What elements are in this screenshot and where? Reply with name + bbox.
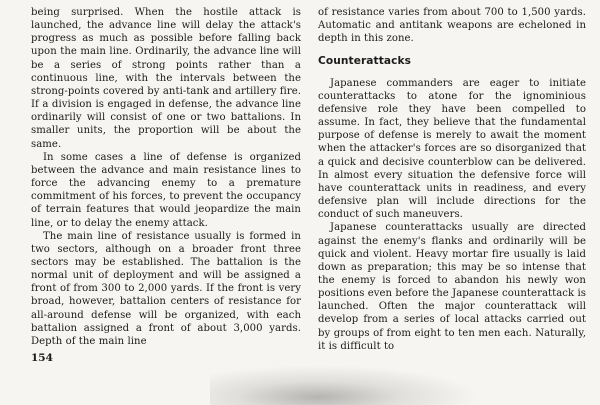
paragraph: Japanese counterattacks usually are directed against the enemy's flanks and ordinarily will be quick and violent. Heavy mortar fire usually is laid down as preparation; this may be so intense that the enemy is forced to abandon his newly won positions even before the Japanese counterattack is launched. Often the major counterattack will develop from a series of local attacks carried out by groups of from eight to ten men each. Naturally, it is difficult to xyxy=(318,222,586,352)
page-number: 154 xyxy=(31,352,53,364)
paragraph: of resistance varies from about 700 to 1,500 yards. Automatic and antitank weapons are echeloned in depth in this zone. xyxy=(318,7,586,45)
scan-shadow xyxy=(210,365,480,405)
paragraph: being surprised. When the hostile attack is launched, the advance line will delay the attack's progress as much as possible before falling back upon the main line. Ordinarily, the advance line will be a series of strong points rather than a continuous line, with the intervals between the strong-points covered by anti-tank and artillery fire. If a division is engaged in defense, the advance line ordinarily will consist of one or two battalions. In smaller units, the proportion will be about the same. xyxy=(31,7,301,150)
paragraph: Japanese commanders are eager to initiate counterattacks to atone for the ignominious defensive role they have been compelled to assume. In fact, they believe that the fundamental purpose of defense is merely to await the moment when the attacker's forces are so disorganized that a quick and decisive counterblow can be delivered. In almost every situation the defensive force will have counterattack units in readiness, and every defensive plan will include directions for the conduct of such maneuvers. xyxy=(318,77,586,221)
paragraph: The main line of resistance usually is formed in two sectors, although on a broader front three sectors may be established. The battalion is the normal unit of deployment and will be assigned a front of from 300 to 2,000 yards. If the front is very broad, however, battalion centers of resistance for all-around defense will be organized, with each battalion assigned a front of about 3,000 yards. Depth of the main line xyxy=(31,230,301,347)
right-column xyxy=(318,6,586,353)
left-column xyxy=(31,6,301,348)
section-heading: Counterattacks xyxy=(318,55,412,68)
paragraph: In some cases a line of defense is organized between the advance and main resistance lines to force the advancing enemy to a premature commitment of his forces, to prevent the occupancy of terrain features that would jeopardize the main line, or to delay the enemy attack. xyxy=(31,151,301,229)
